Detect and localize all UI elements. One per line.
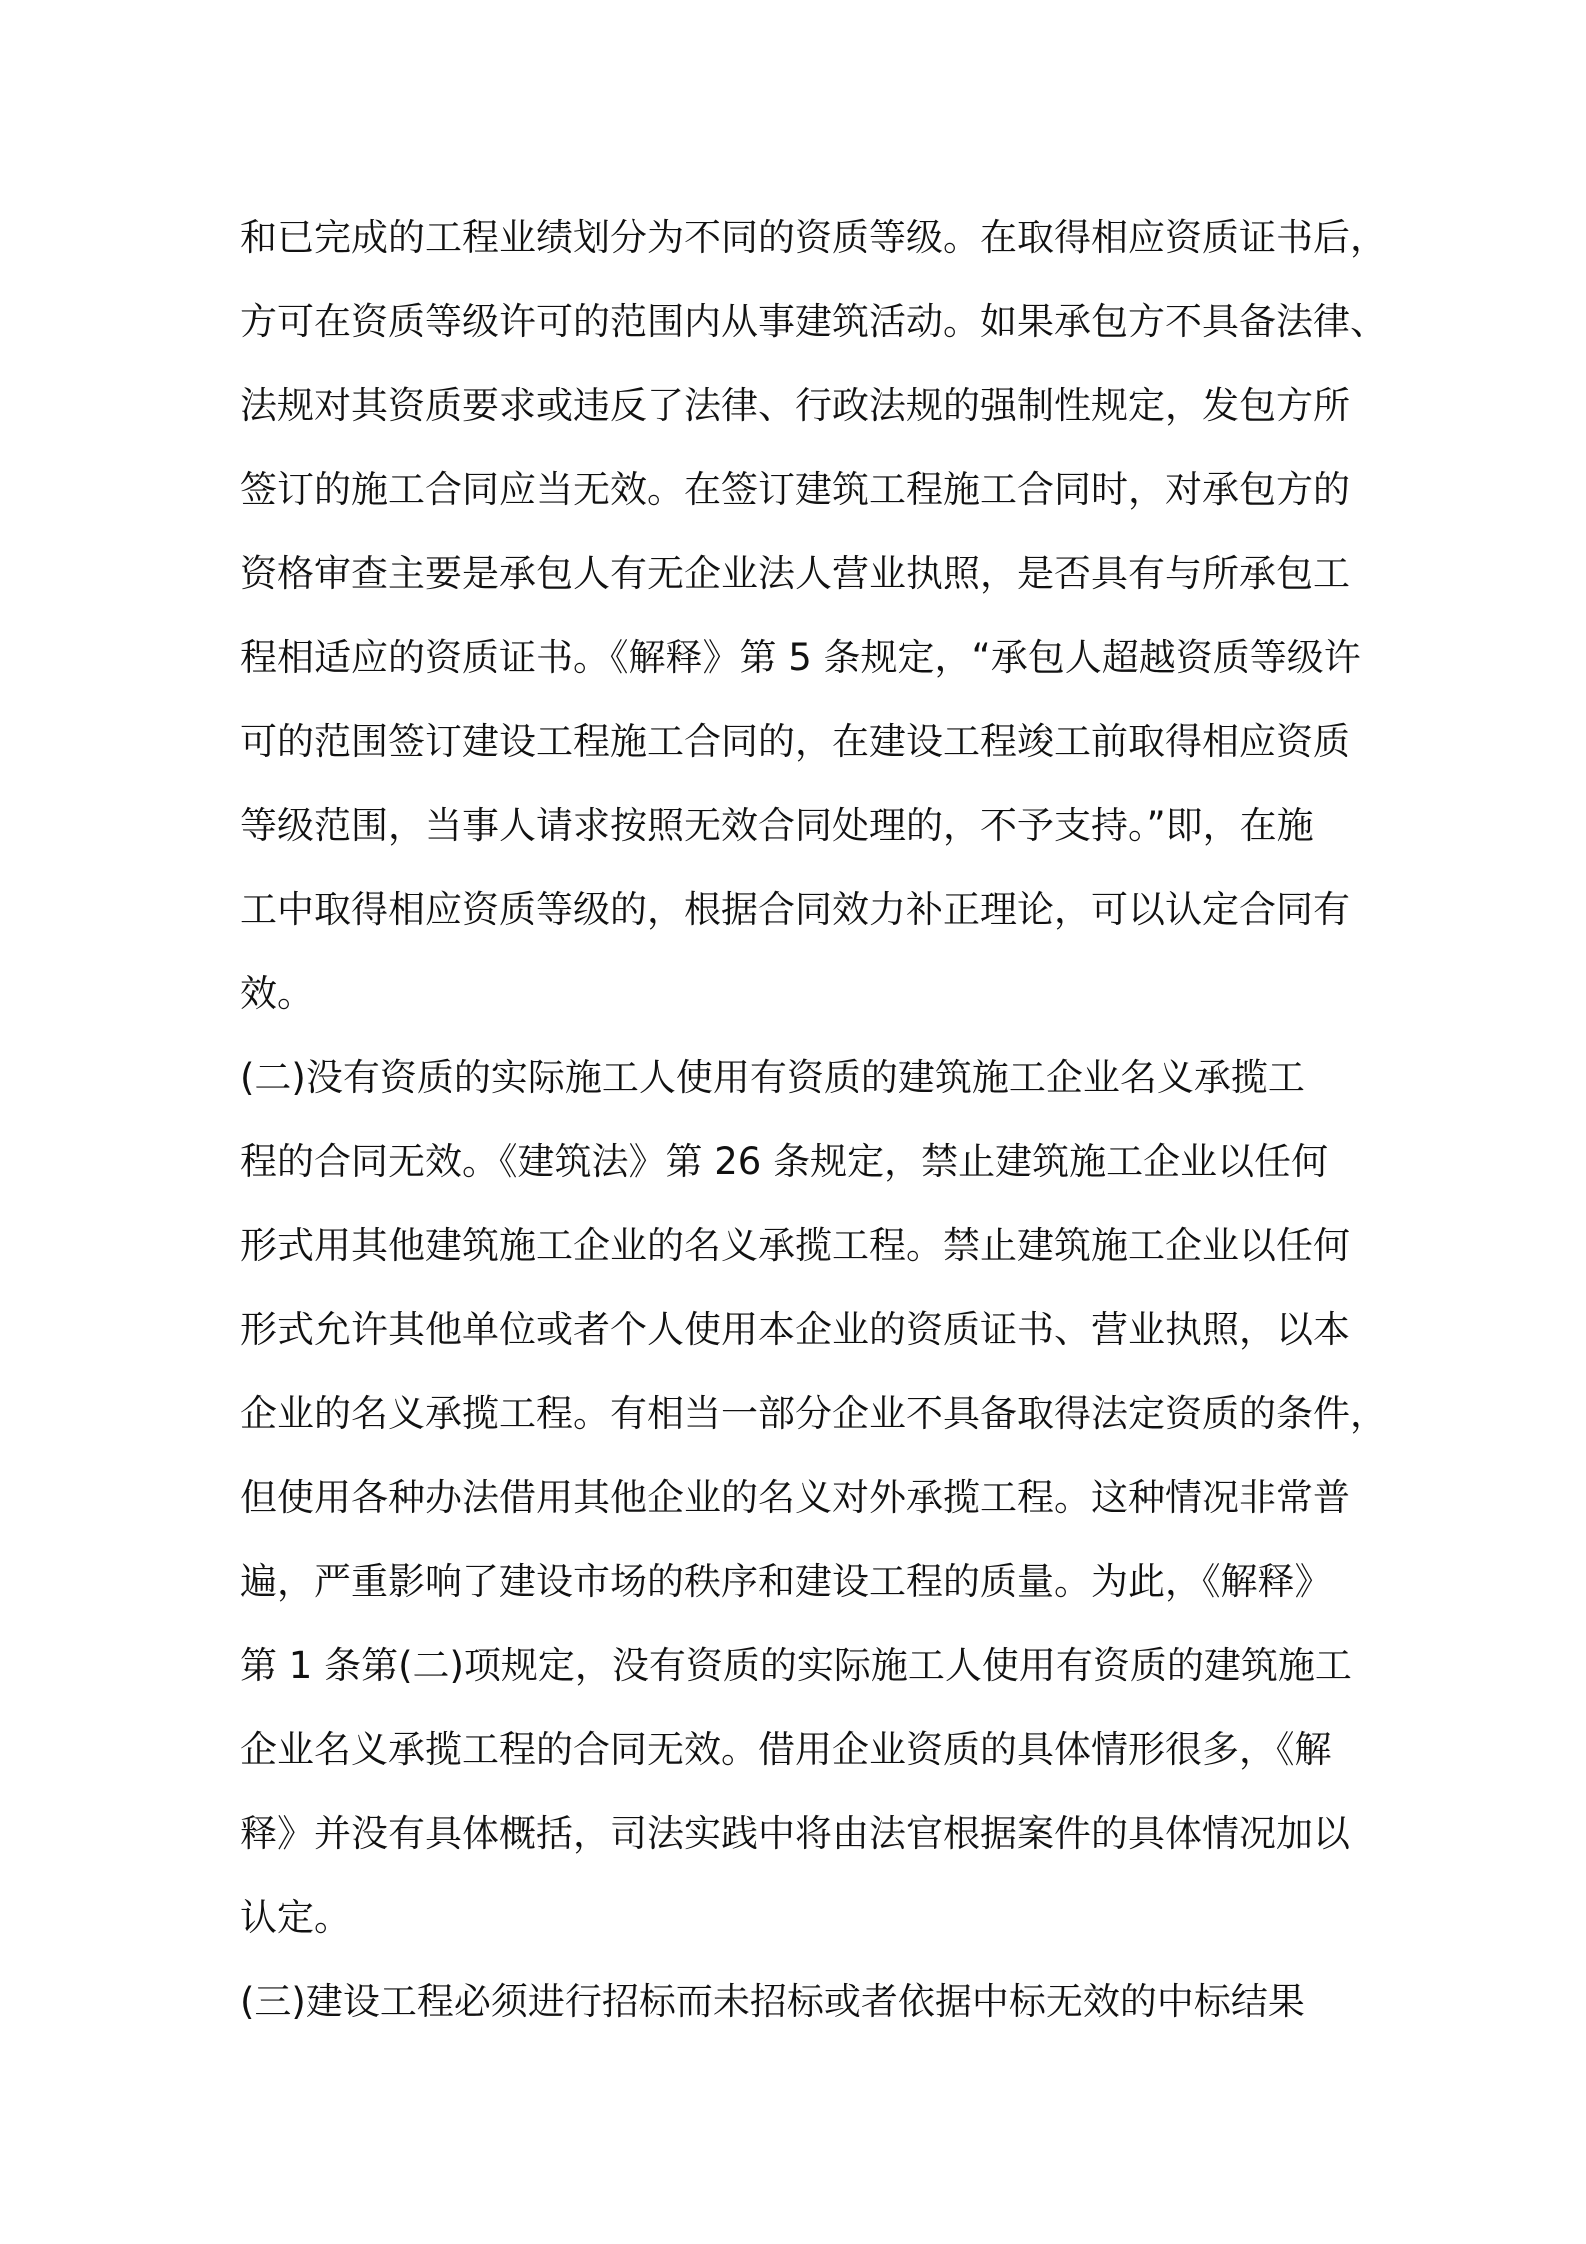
text-line: 形式用其他建筑施工企业的名义承揽工程。禁止建筑施工企业以任何 (240, 1224, 1350, 1267)
text-line: 形式允许其他单位或者个人使用本企业的资质证书、营业执照，以本 (240, 1308, 1350, 1351)
section-heading-line: (三)建设工程必须进行招标而未招标或者依据中标无效的中标结果 (240, 1980, 1305, 2023)
text-line: 企业名义承揽工程的合同无效。借用企业资质的具体情形很多，《解 (240, 1728, 1332, 1771)
text-line: 签订的施工合同应当无效。在签订建筑工程施工合同时，对承包方的 (240, 468, 1350, 511)
text-line: 和已完成的工程业绩划分为不同的资质等级。在取得相应资质证书后， (240, 216, 1387, 259)
text-line: 资格审查主要是承包人有无企业法人营业执照，是否具有与所承包工 (240, 552, 1350, 595)
text-line: 释》并没有具体概括，司法实践中将由法官根据案件的具体情况加以 (240, 1812, 1350, 1855)
text-line: 遍，严重影响了建设市场的秩序和建设工程的质量。为此，《解释》 (240, 1560, 1332, 1603)
text-line: 第 1 条第(二)项规定，没有资质的实际施工人使用有资质的建筑施工 (240, 1644, 1352, 1687)
text-line: 法规对其资质要求或违反了法律、行政法规的强制性规定，发包方所 (240, 384, 1350, 427)
text-line: 效。 (240, 972, 314, 1015)
text-line: 工中取得相应资质等级的，根据合同效力补正理论，可以认定合同有 (240, 888, 1350, 931)
text-line: 企业的名义承揽工程。有相当一部分企业不具备取得法定资质的条件， (240, 1392, 1387, 1435)
text-line: 可的范围签订建设工程施工合同的，在建设工程竣工前取得相应资质 (240, 720, 1350, 763)
text-line: 程相适应的资质证书。《解释》第 5 条规定，“承包人超越资质等级许 (240, 636, 1361, 679)
text-line: 等级范围，当事人请求按照无效合同处理的，不予支持。”即，在施 (240, 804, 1314, 847)
section-heading-line: (二)没有资质的实际施工人使用有资质的建筑施工企业名义承揽工 (240, 1056, 1305, 1099)
text-line: 但使用各种办法借用其他企业的名义对外承揽工程。这种情况非常普 (240, 1476, 1350, 1519)
text-line: 认定。 (240, 1896, 351, 1939)
text-line: 方可在资质等级许可的范围内从事建筑活动。如果承包方不具备法律、 (240, 300, 1387, 343)
text-line: 程的合同无效。《建筑法》第 26 条规定，禁止建筑施工企业以任何 (240, 1140, 1329, 1183)
body-text (240, 196, 1390, 2044)
